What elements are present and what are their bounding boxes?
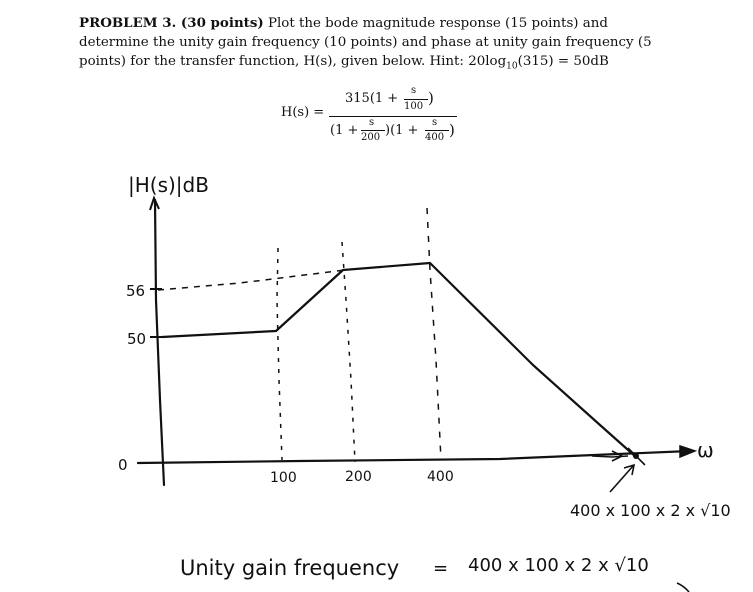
eq-den-200: 200	[361, 132, 381, 143]
eq-lhs: H(s) =	[281, 105, 325, 120]
answer-value: 400 x 100 x 2 x √10	[468, 555, 649, 576]
answer-equals: =	[433, 558, 449, 579]
eq-den-400: 400	[425, 132, 445, 143]
log-subscript: 10	[506, 61, 518, 72]
eq-num-s: s	[411, 85, 417, 96]
problem-heading: PROBLEM 3. (30 points)	[79, 15, 264, 31]
hint-tail: (315) = 50dB	[517, 54, 609, 69]
y-tick-label-56: 56	[126, 282, 146, 300]
y-axis	[155, 200, 164, 485]
guide-100	[277, 248, 282, 460]
eq-den-s1: s	[369, 117, 375, 128]
y-tick-label-50: 50	[127, 330, 147, 348]
crossing-tick	[628, 448, 645, 465]
x-tick-label-200: 200	[345, 469, 372, 485]
crossing-annotation: 400 x 100 x 2 x √10	[570, 501, 731, 520]
stray-mark	[677, 583, 689, 592]
x-tick-label-400: 400	[427, 469, 454, 485]
eq-den-s2: s	[432, 117, 438, 128]
x-tick-label-100: 100	[270, 470, 297, 486]
eq-num-close: )	[428, 89, 434, 107]
bode-curve	[162, 263, 636, 457]
eq-den-close: )	[449, 121, 455, 139]
guide-56	[158, 270, 345, 290]
problem-body: Plot the bode magnitude response (15 points) and determine the unity gain frequency (10 points) and phase at unity gain frequency (5 points) for the transfer function, H(s), given below. Hint: 20log	[79, 16, 652, 69]
y-axis-label: |H(s)|dB	[128, 173, 209, 197]
x-axis-arrowhead	[680, 446, 695, 457]
guide-200	[342, 242, 355, 462]
annotation-arrow	[610, 466, 633, 492]
y-tick-label-0: 0	[118, 456, 128, 474]
guide-400	[427, 208, 441, 460]
eq-num-den: 100	[404, 101, 424, 112]
answer-label: Unity gain frequency	[180, 556, 400, 580]
x-axis-label: ω	[697, 438, 714, 462]
eq-den-b: )(1 +	[385, 123, 419, 138]
eq-den-a: (1 +	[330, 123, 359, 138]
eq-num-coef: 315(1 +	[345, 91, 399, 106]
